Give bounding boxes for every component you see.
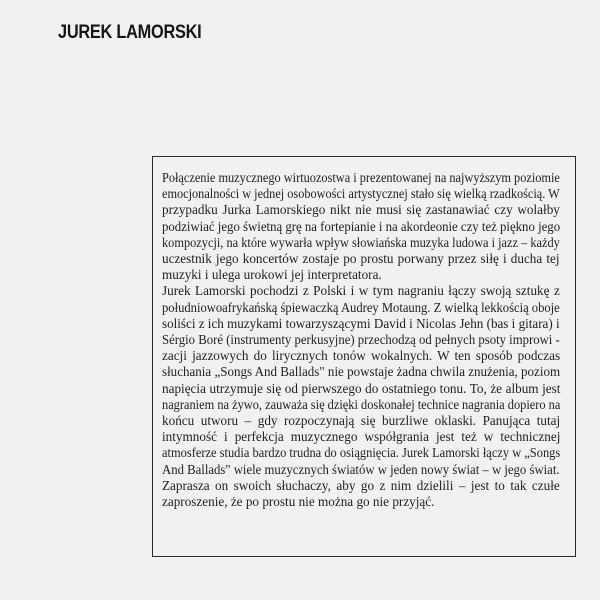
body-line: muzyki i ulega urokowi jej interpretatora. [162,267,382,283]
body-line: końcu utworu – gdy rozpoczynają się burzliwe oklaski. Panująca tutaj [162,413,561,429]
body-line: południowoafrykańską śpiewaczką Audrey Motaung. Z wielką lekkością oboje [162,299,560,315]
body-line: And Ballads" wiele muzycznych światów w jeden nowy świat – w jego świat. [162,461,560,477]
body-line: podziwiać jego świetną grę na fortepianie i na akordeonie czy też piękno jego [162,218,561,234]
body-line: kompozycji, na które wywarła wpływ słowiańska muzyka ludowa i jazz – każdy [162,234,560,250]
page-title: JUREK LAMORSKI [58,22,202,43]
body-line: Jurek Lamorski pochodzi z Polski i w tym nagraniu łączy swoją sztukę z [162,283,560,299]
body-line: napięcia utrzymuje się od pierwszego do ostatniego tonu. To, że album jest [162,380,561,396]
body-line: soliści z ich muzykami towarzyszącymi David i Nicolas Jehn (bas i gitara) i [162,315,560,331]
body-line: przypadku Jurka Lamorskiego nikt nie musi się zastanawiać czy wolałby [162,202,560,218]
body-line: atmosferze studia bardzo trudna do osiągnięcia. Jurek Lamorski łączy w „Songs [162,445,561,461]
body-line: słuchania „Songs And Ballads" nie powstaje żadna chwila znużenia, poziom [162,364,561,380]
body-line: uczestnik jego koncertów zostaje po prostu porwany przez siłę i ducha tej [162,251,560,267]
body-line: nagraniem na żywo, zauważa się dzięki doskonałej technice nagrania dopiero na [162,396,561,412]
body-line: Sérgio Boré (instrumenty perkusyjne) przechodzą od pełnych psoty improwi - [162,332,560,348]
body-text [162,170,560,510]
body-line: emocjonalności w jednej osobowości artystycznej stało się wielką rzadkością. W [162,186,560,202]
text-box [152,156,576,557]
body-line: zaproszenie, że po prostu nie można go nie przyjąć. [162,494,435,510]
body-line: Zaprasza on swoich słuchaczy, aby go z nim dzielili – jest to tak czułe [162,477,560,493]
body-line: zacji jazzowych do lirycznych tonów wokalnych. W ten sposób podczas [162,348,561,364]
body-line: intymność i perfekcja muzycznego współgrania jest też w technicznej [162,429,561,445]
body-line: Połączenie muzycznego wirtuozostwa i prezentowanej na najwyższym poziomie [162,170,560,185]
